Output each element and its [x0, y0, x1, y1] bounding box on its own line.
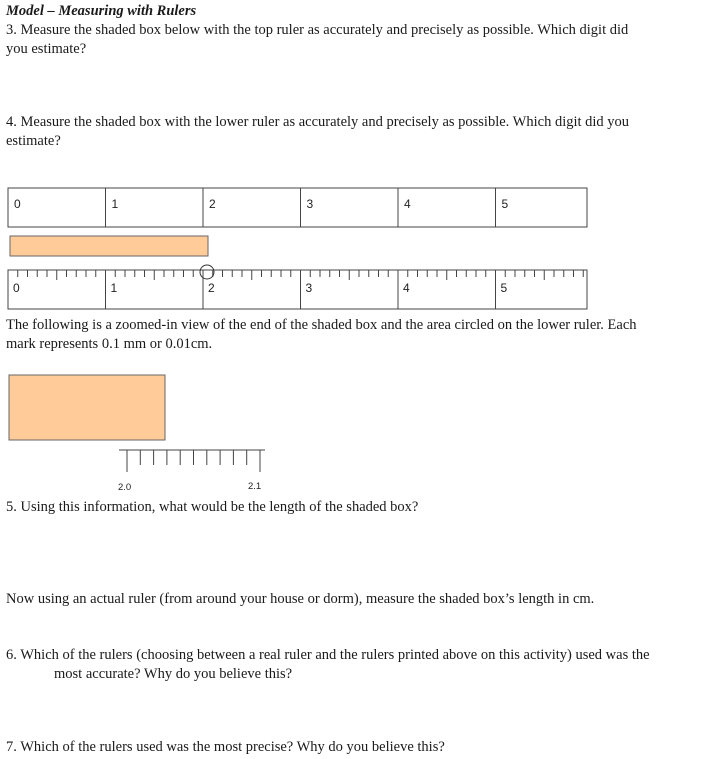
question-3: 3. Measure the shaded box below with the top ruler as accurately and precisely as possible. Which digit did you estimate? [6, 22, 629, 57]
top-ruler-label: 5 [501, 197, 509, 211]
top-ruler-label: 3 [306, 197, 314, 211]
zoomed-ruler [118, 450, 265, 493]
shaded-box [10, 236, 208, 256]
question-6: 6. Which of the rulers (choosing between a real ruler and the rulers printed above on this activity) used was the most accurate? Why do you believe this? [6, 647, 650, 682]
top-ruler-label: 2 [209, 197, 216, 211]
lower-ruler-label: 3 [305, 281, 313, 295]
top-ruler [8, 188, 587, 227]
lower-ruler-label: 4 [403, 281, 410, 295]
lower-ruler-label: 2 [208, 281, 215, 295]
question-7: 7. Which of the rulers used was the most precise? Why do you believe this? [6, 739, 445, 755]
top-ruler-label: 4 [404, 197, 411, 211]
zoomed-shaded-box [9, 375, 165, 440]
top-ruler-frame [8, 188, 587, 227]
zoom-label-2-1: 2.1 [248, 481, 262, 492]
page-title: Model – Measuring with Rulers [6, 3, 197, 19]
question-5: 5. Using this information, what would be the length of the shaded box? [6, 499, 419, 515]
top-ruler-label: 0 [14, 197, 21, 211]
lower-ruler-label: 0 [13, 281, 20, 295]
lower-ruler-label: 1 [110, 281, 118, 295]
zoom-note: The following is a zoomed-in view of the end of the shaded box and the area circled on the lower ruler. Each mark represents 0.1 mm or 0.01cm. [6, 317, 637, 352]
lower-ruler-label: 5 [500, 281, 508, 295]
zoom-label-2-0: 2.0 [118, 482, 132, 493]
lower-ruler [8, 265, 587, 309]
actual-ruler-instruction: Now using an actual ruler (from around your house or dorm), measure the shaded box’s length in cm. [6, 591, 595, 607]
top-ruler-label: 1 [111, 197, 119, 211]
question-4: 4. Measure the shaded box with the lower ruler as accurately and precisely as possible. Which digit did you estimate? [6, 114, 630, 149]
